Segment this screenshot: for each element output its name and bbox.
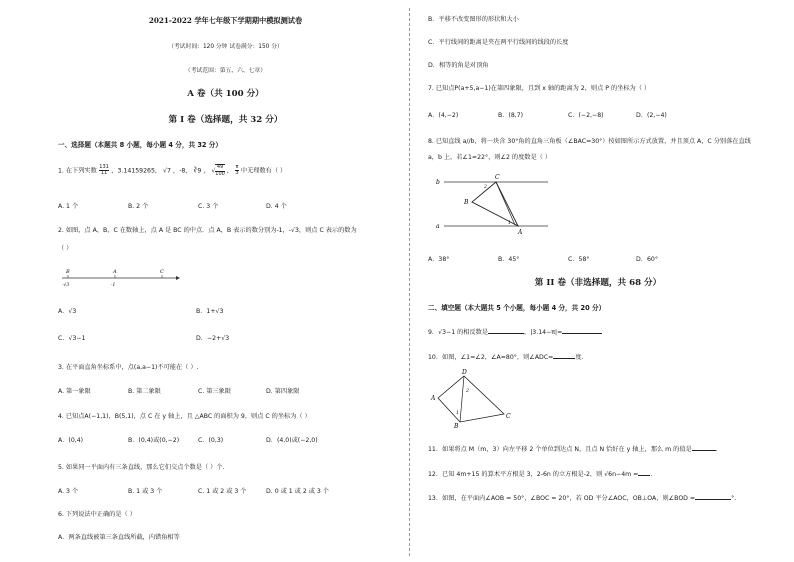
triangle-abc [472,182,518,226]
q4-option-a[interactable]: A．(0,4) [58,437,84,444]
q13-blank[interactable] [695,493,731,500]
part1-heading: 一、选择题（本题共 8 小题，每小题 4 分，共 32 分） [58,141,222,149]
right-column [428,0,768,562]
q10-label-c: C [506,413,511,420]
exam-time-info: （考试时间：120 分钟 试卷满分：150 分） [168,44,283,50]
label-b-value: -√3 [62,283,70,288]
q1-option-b[interactable]: B. 2 个 [128,203,149,210]
q2-text-line2: （ ） [58,245,73,252]
q1-frac-num: 131 [99,163,109,170]
q1-fraction [99,165,110,177]
q9-text-mid: ，|3.14−π|= [524,329,563,336]
question-11 [428,444,718,453]
q1-pi-num: π [235,163,239,170]
q2-option-c[interactable]: C．√3−1 [58,335,86,342]
label-b: B [66,269,70,275]
q1-text-mid: ，3.14159265， [111,167,162,175]
question-3: 3. 在平面直角坐标系中，点(a,a−1)不可能在（ ）. [58,364,199,371]
q8-option-a[interactable]: A．38° [428,256,450,263]
q1-sqrt-symbol: √ [211,167,216,175]
q4-option-c[interactable]: C．(0,3) [198,437,224,444]
label-angle-1: 1 [508,221,511,226]
q1-text-mid2: ，-8， [172,167,192,175]
part2-title: 第 II 卷（非选择题，共 68 分） [534,278,662,288]
question-10 [428,352,583,361]
q1-sqrt-frac-den: 100 [215,170,225,177]
q10-label-d: D [462,369,467,376]
q3-option-c[interactable]: C. 第三象限 [198,388,232,395]
question-12 [428,469,652,478]
q8-text-line2: a，b 上，若∠1=22°，则∠2 的度数是（ ） [428,154,551,161]
exam-title: 2021-2022 学年七年级下学期期中模拟测试卷 [148,16,303,25]
label-vertex-c: C [495,174,500,181]
question-1 [58,164,286,177]
label-a-value: -1 [111,283,116,288]
q3-option-a[interactable]: A. 第一象限 [58,388,91,395]
question-7: 7. 已知点P(a+5,a−1)在第四象限，且到 x 轴的距离为 2，则点 P 的坐标为（ ） [428,85,651,92]
q2-option-b[interactable]: B．1+√3 [196,308,224,315]
question-5: 5. 如果同一平面内有三条直线，那么它们交点个数是（ ）个. [58,464,225,471]
q10-label-a: A [431,395,436,402]
exam-scope: （考试范围：第五、六、七章） [184,68,267,74]
q10-label-1: 1 [456,411,459,416]
q6-option-d[interactable]: D．相等的角是对顶角 [428,62,489,69]
q13-text: 13．如图，在平面内∠AOB = 50°，∠BOC = 20°，若 OD 平分∠AOC，OB⊥OA，则∠BOD = [428,495,696,502]
q11-text-post: . [715,446,718,453]
q1-option-c[interactable]: C. 3 个 [198,203,219,210]
q5-option-c[interactable]: C. 1 或 2 或 3 个 [198,488,247,495]
q1-option-d[interactable]: D. 4 个 [266,203,287,210]
q13-text-post: °. [731,495,737,502]
label-vertex-a: A [518,229,523,236]
number-line-figure [60,263,180,291]
q7-option-d[interactable]: D．(2,−4) [636,112,667,119]
q7-option-a[interactable]: A．(4,−2) [428,112,459,119]
q10-label-2: 2 [466,389,469,394]
q9-blank-1[interactable] [488,327,524,334]
q9-blank-2[interactable] [562,327,602,334]
q6-option-c[interactable]: C．平行线间的距离是夹在两平行线间的线段的长度 [428,39,569,46]
q1-sqrt7: √7 [163,167,171,175]
q2-text-line1: 2. 如图，点 A，B，C 在数轴上，点 A 是 BC 的中点．点 A，B 表示的数分别为-1，-√3，则点 C 表示的数为 [58,227,357,234]
label-line-a: a [436,223,440,230]
q1-option-a[interactable]: A. 1 个 [58,203,79,210]
q11-blank[interactable] [692,444,716,451]
q1-text-mid4: ， [226,167,233,175]
q8-text-line1: 8. 已知直线 a//b，将一块含 30°角的直角三角板（∠BAC=30°）按如图所示方式放置，并且顶点 A，C 分别落在直线 [428,138,751,145]
q8-option-d[interactable]: D．60° [636,256,658,263]
label-line-b: b [436,179,440,186]
left-column [58,0,393,562]
number-line-arrow [176,276,180,280]
quadrilateral-abcd [438,376,504,422]
q1-sqrt-fraction [215,164,225,177]
q1-text-pre: 1. 在下列实数 [58,167,97,175]
q12-blank[interactable] [638,469,653,478]
q1-text-post: 中无理数有（ ） [240,167,287,175]
q12-text: 12．已知 4m+15 的算术平方根是 3，2-6n 的立方根是-2，则 √6n−4m = [428,471,639,478]
q11-text: 11．如果将点 M（m，3）向左平移 2 个单位到达点 N，且点 N 恰好在 y 轴上，那么 m 的值是 [428,446,692,453]
column-divider [409,8,410,556]
label-c: C [160,269,164,275]
q10-quadrilateral-figure [430,368,520,428]
q9-text-pre: 9．√3−1 的相反数是 [428,329,489,336]
label-angle-2: 2 [484,185,487,190]
q12-text-post: . [650,471,653,478]
q1-text-mid3: ， [203,167,210,175]
q5-option-a[interactable]: A. 3 个 [58,488,79,495]
q10-blank[interactable] [553,352,575,359]
part2-heading: 二、填空题（本大题共 5 个小题，每小题 4 分，共 20 分） [428,304,606,312]
q7-option-c[interactable]: C．(−2,−8) [568,112,604,119]
q10-text: 10．如图，∠1=∠2，∠A=80°，则∠ADC= [428,354,554,361]
part1-title: 第 I 卷（选择题，共 32 分） [168,115,283,125]
label-vertex-b: B [464,199,469,206]
volume-a-title: A 卷（共 100 分） [187,89,264,99]
triangle-inner-edge [496,182,515,225]
question-6: 6. 下列说法中正确的是（ ） [58,511,136,518]
q8-triangle-figure [434,170,554,238]
q7-option-b[interactable]: B．(8,7) [498,112,524,119]
q2-option-d[interactable]: D．−2+√3 [196,335,230,342]
q6-option-b[interactable]: B．平移不改变图形的形状和大小 [428,16,519,23]
q5-option-d[interactable]: D. 0 或 1 或 2 或 3 个 [266,488,329,495]
q8-option-c[interactable]: C．58° [568,256,590,263]
question-9 [428,327,602,336]
q4-option-d[interactable]: D．(4,0)或(−2,0) [266,437,318,444]
q4-option-b[interactable]: B．(0,4)或(0,−2) [128,437,180,444]
question-13 [428,493,736,502]
q1-cbrt: ∛9 [193,167,202,175]
label-a: A [113,269,117,275]
q1-pi-fraction [235,165,239,177]
q3-option-d[interactable]: D. 第四象限 [266,388,300,395]
q3-option-b[interactable]: B. 第二象限 [128,388,161,395]
q10-text-post: 度. [575,354,584,361]
q5-option-b[interactable]: B. 1 或 3 个 [128,488,163,495]
q6-option-a[interactable]: A．两条直线被第三条直线所截，内错角相等 [58,534,180,541]
question-4: 4. 已知点A(−1,1)，B(5,1)，点 C 在 y 轴上，且 △ABC 的面积为 9，则点 C 的坐标为（ ） [58,413,311,420]
q8-option-b[interactable]: B．45° [498,256,520,263]
q10-label-b: B [454,423,459,428]
q1-pi-den: 3 [235,170,239,176]
q1-frac-den: 11 [100,170,108,176]
q1-sqrt-frac-num: 49 [216,164,224,170]
diagonal-bd [460,376,464,422]
q2-option-a[interactable]: A．√3 [58,308,77,315]
